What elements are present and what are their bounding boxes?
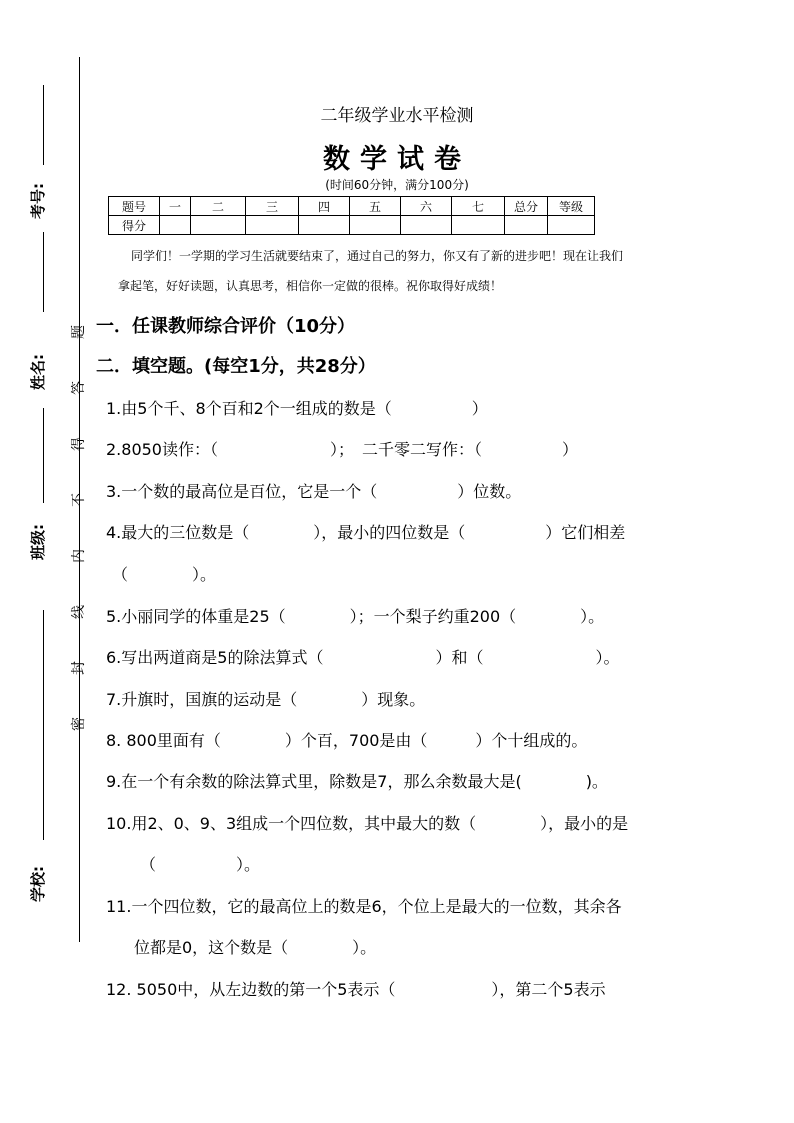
score-input-cell[interactable] [401, 216, 452, 235]
seal-char: 得 [71, 437, 87, 451]
section-1-heading: 一．任课教师综合评价（10分） [96, 316, 356, 337]
score-input-cell[interactable] [246, 216, 299, 235]
score-cell: 等级 [548, 197, 595, 216]
intro-line-2: 拿起笔，好好读题，认真思考，相信你一定做的很棒。祝你取得好成绩！ [118, 279, 503, 293]
question-6: 6.写出两道商是5的除法算式（ ）和（ ）。 [106, 648, 620, 667]
score-input-cell[interactable] [505, 216, 548, 235]
score-cell: 七 [452, 197, 505, 216]
name-label: 姓名: [29, 354, 47, 390]
score-cell: 一 [160, 197, 191, 216]
score-input-cell[interactable] [452, 216, 505, 235]
exam-no-label: 考号: [29, 183, 47, 219]
score-cell: 总分 [505, 197, 548, 216]
name-underline [43, 408, 44, 503]
score-input-cell[interactable] [299, 216, 350, 235]
seal-char: 封 [71, 661, 87, 675]
score-cell: 六 [401, 197, 452, 216]
score-cell: 题号 [109, 197, 160, 216]
intro-line-1: 同学们！一学期的学习生活就要结束了，通过自己的努力，你又有了新的进步吧！现在让我们 [131, 249, 624, 263]
score-cell: 三 [246, 197, 299, 216]
school-label: 学校: [29, 866, 47, 902]
class-underline [43, 610, 44, 840]
exam-subtitle: 二年级学业水平检测 [320, 106, 474, 126]
score-input-cell[interactable] [160, 216, 191, 235]
seal-char: 不 [71, 493, 87, 507]
question-8: 8. 800里面有（ ）个百，700是由（ ）个十组成的。 [106, 731, 588, 750]
exam-no-underline-2 [43, 232, 44, 312]
question-4-line-1: 4.最大的三位数是（ ），最小的四位数是（ ）它们相差 [106, 523, 626, 542]
score-table [108, 196, 595, 235]
question-7: 7.升旗时，国旗的运动是（ ）现象。 [106, 690, 426, 709]
score-cell: 五 [350, 197, 401, 216]
question-10-line-1: 10.用2、0、9、3组成一个四位数，其中最大的数（ ），最小的是 [106, 814, 629, 833]
score-row-label: 得分 [109, 216, 160, 235]
section-2-heading: 二．填空题。(每空1分，共28分） [96, 356, 376, 377]
question-10-line-2: （ ）。 [140, 855, 261, 874]
seal-char: 内 [71, 549, 87, 563]
time-note: (时间60分钟，满分100分) [325, 178, 469, 192]
question-9: 9.在一个有余数的除法算式里，除数是7，那么余数最大是( )。 [106, 772, 608, 791]
question-2: 2.8050读作：（ ）； 二千零二写作：（ ） [106, 440, 578, 459]
seal-char: 答 [71, 381, 87, 395]
exam-title: 数学试卷 [323, 144, 471, 175]
score-cell: 四 [299, 197, 350, 216]
question-5: 5.小丽同学的体重是25（ ）；一个梨子约重200（ ）。 [106, 607, 605, 626]
score-cell: 二 [191, 197, 246, 216]
seal-char: 密 [71, 717, 87, 731]
score-input-cell[interactable] [191, 216, 246, 235]
score-input-cell[interactable] [548, 216, 595, 235]
question-4-line-2: （ ）。 [112, 565, 217, 584]
question-12: 12. 5050中，从左边数的第一个5表示（ ），第二个5表示 [106, 980, 606, 999]
score-table-score-row [109, 216, 595, 235]
class-label: 班级: [29, 524, 47, 560]
question-1: 1.由5个千、8个百和2个一组成的数是（ ） [106, 399, 488, 418]
seal-char: 线 [71, 605, 87, 619]
score-input-cell[interactable] [350, 216, 401, 235]
question-11-line-2: 位都是0，这个数是（ ）。 [134, 938, 377, 957]
question-3: 3.一个数的最高位是百位，它是一个（ ）位数。 [106, 482, 522, 501]
score-table-header-row [109, 197, 595, 216]
question-11-line-1: 11.一个四位数，它的最高位上的数是6，个位上是最大的一位数，其余各 [106, 897, 622, 916]
seal-char: 题 [71, 325, 87, 339]
